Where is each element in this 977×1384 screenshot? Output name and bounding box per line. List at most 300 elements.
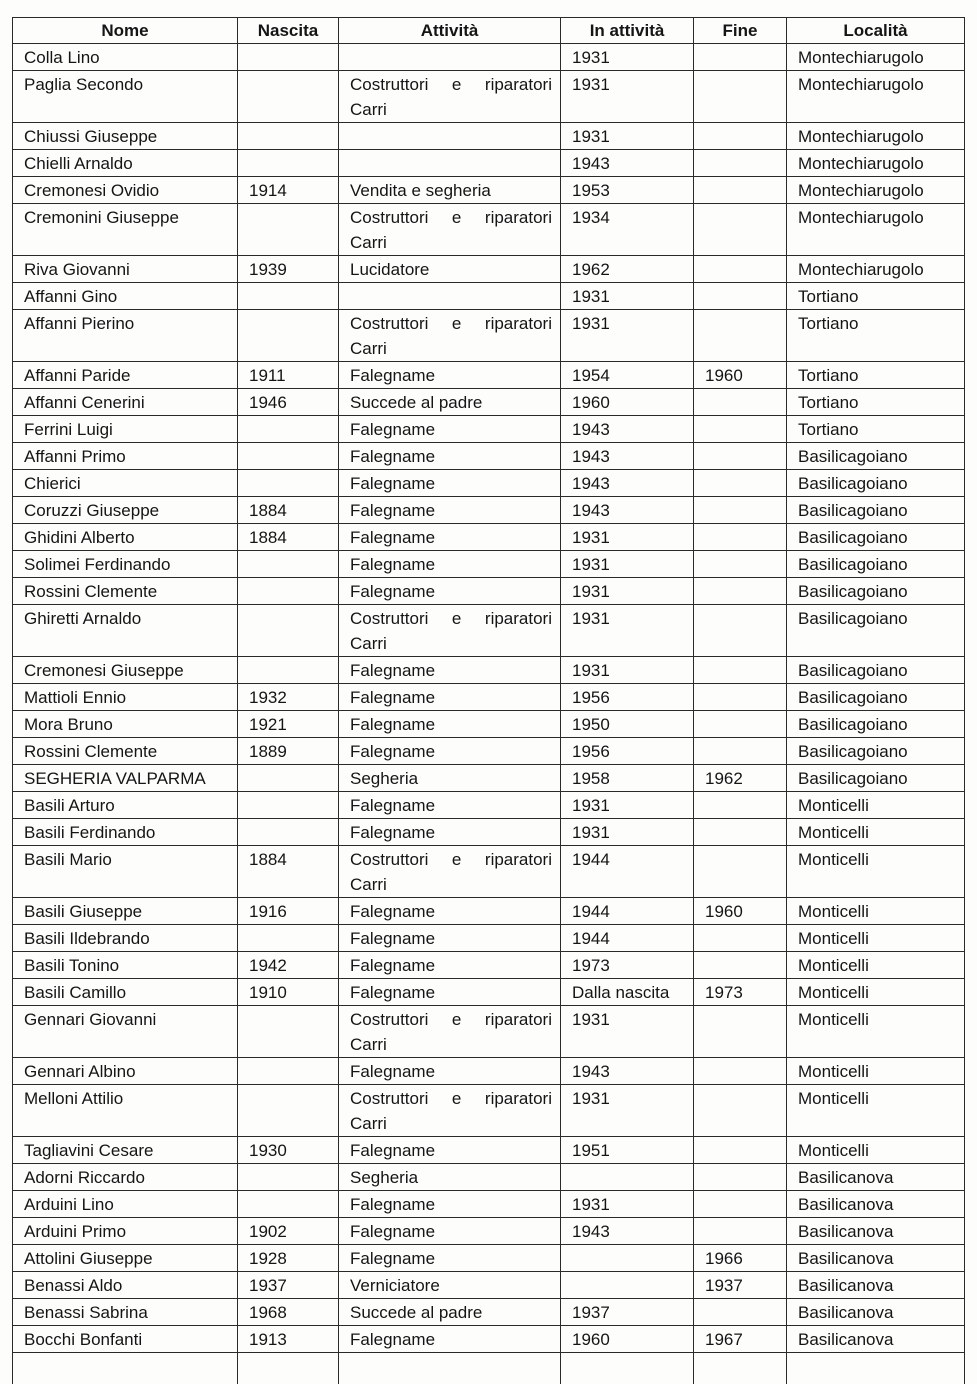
cell-nascita <box>238 765 339 792</box>
cell-nome: Bocchi Bonfanti <box>13 1326 238 1353</box>
cell-nome: Benassi Sabrina <box>13 1299 238 1326</box>
cell-fine: 1960 <box>694 362 787 389</box>
cell-attivita <box>339 44 561 71</box>
cell-nascita: 1946 <box>238 389 339 416</box>
cell-nascita <box>238 1006 339 1058</box>
cell-nascita <box>238 416 339 443</box>
table-row <box>13 1085 965 1137</box>
cell-attivita: Falegname <box>339 1218 561 1245</box>
cell-localita: Montechiarugolo <box>787 71 965 123</box>
cell-localita: Basilicagoiano <box>787 497 965 524</box>
cell-fine <box>694 416 787 443</box>
header-in-attivita: In attività <box>561 18 694 44</box>
table-row <box>13 1218 965 1245</box>
cell-nascita <box>238 792 339 819</box>
cell-attivita <box>339 283 561 310</box>
cell-in-attivita: 1943 <box>561 470 694 497</box>
cell-attivita: Verniciatore <box>339 1272 561 1299</box>
cell-localita: Monticelli <box>787 1137 965 1164</box>
cell-fine <box>694 1191 787 1218</box>
cell-nascita: 1902 <box>238 1218 339 1245</box>
cell-fine: 1967 <box>694 1326 787 1353</box>
cell-attivita: Costruttori e riparatori Carri <box>339 204 561 256</box>
cell-in-attivita: 1943 <box>561 497 694 524</box>
cell-localita: Basilicanova <box>787 1299 965 1326</box>
table-row <box>13 711 965 738</box>
cell-in-attivita: 1950 <box>561 711 694 738</box>
cell-nome: Cremonesi Ovidio <box>13 177 238 204</box>
cell-nascita: 1921 <box>238 711 339 738</box>
table-row <box>13 204 965 256</box>
cell-attivita: Lucidatore <box>339 256 561 283</box>
cell-fine <box>694 497 787 524</box>
cell-fine <box>694 150 787 177</box>
cell-nascita: 1928 <box>238 1245 339 1272</box>
cell-nascita: 1889 <box>238 738 339 765</box>
cell-nome: Attolini Giuseppe <box>13 1245 238 1272</box>
cell-nascita: 1932 <box>238 684 339 711</box>
cell-fine <box>694 283 787 310</box>
cell-attivita: Falegname <box>339 819 561 846</box>
cell-attivita: Falegname <box>339 1058 561 1085</box>
cell-fine: 1966 <box>694 1245 787 1272</box>
cell-localita: Montechiarugolo <box>787 150 965 177</box>
cell-localita: Basilicagoiano <box>787 551 965 578</box>
cell-attivita: Falegname <box>339 551 561 578</box>
cell-localita: Monticelli <box>787 1085 965 1137</box>
cell-nascita: 1916 <box>238 898 339 925</box>
cell-nome: Colla Lino <box>13 44 238 71</box>
cell-attivita: Falegname <box>339 416 561 443</box>
cell-nome: Basili Ferdinando <box>13 819 238 846</box>
table-row <box>13 1137 965 1164</box>
cell-in-attivita: 1931 <box>561 1006 694 1058</box>
table-body <box>13 44 965 1384</box>
table-row <box>13 657 965 684</box>
cell-nascita: 1930 <box>238 1137 339 1164</box>
cell-fine <box>694 44 787 71</box>
cell-in-attivita: 1943 <box>561 1218 694 1245</box>
cell-in-attivita <box>561 1164 694 1191</box>
cell-fine <box>694 470 787 497</box>
table-row <box>13 1164 965 1191</box>
cell-in-attivita: 1934 <box>561 204 694 256</box>
cell-nascita <box>238 283 339 310</box>
cell-fine <box>694 1137 787 1164</box>
cell-nome: Basili Tonino <box>13 952 238 979</box>
cell-in-attivita: 1931 <box>561 792 694 819</box>
cell-nascita: 1884 <box>238 524 339 551</box>
cell-in-attivita: 1943 <box>561 443 694 470</box>
cell-fine <box>694 177 787 204</box>
cell-in-attivita: 1944 <box>561 846 694 898</box>
table-row <box>13 765 965 792</box>
cell-attivita: Falegname <box>339 684 561 711</box>
cell-nome: Coruzzi Giuseppe <box>13 497 238 524</box>
table-row <box>13 497 965 524</box>
cell-in-attivita: 1931 <box>561 524 694 551</box>
cell-localita: Basilicagoiano <box>787 443 965 470</box>
cell-attivita: Falegname <box>339 711 561 738</box>
cell-nome: Basili Camillo <box>13 979 238 1006</box>
cell-nome: Mora Bruno <box>13 711 238 738</box>
cell-localita: Tortiano <box>787 283 965 310</box>
table-row <box>13 389 965 416</box>
cell-in-attivita: 1958 <box>561 765 694 792</box>
cell-localita: Basilicagoiano <box>787 578 965 605</box>
cell-attivita: Falegname <box>339 925 561 952</box>
cell-nome: Paglia Secondo <box>13 71 238 123</box>
cell-nome: Adorni Riccardo <box>13 1164 238 1191</box>
cell-nascita <box>238 1164 339 1191</box>
cell-nome: Arduini Primo <box>13 1218 238 1245</box>
cell-nome: Basili Giuseppe <box>13 898 238 925</box>
cell-in-attivita: 1931 <box>561 657 694 684</box>
cell-attivita: Falegname <box>339 1326 561 1353</box>
cell-in-attivita: 1937 <box>561 1299 694 1326</box>
cell-localita: Montechiarugolo <box>787 204 965 256</box>
cell-localita: Tortiano <box>787 362 965 389</box>
cell-nascita: 1939 <box>238 256 339 283</box>
cell-in-attivita: 1931 <box>561 605 694 657</box>
cell-nome: Solimei Ferdinando <box>13 551 238 578</box>
cell-localita: Basilicagoiano <box>787 657 965 684</box>
table-row <box>13 578 965 605</box>
cell-fine <box>694 389 787 416</box>
cell-attivita: Segheria <box>339 765 561 792</box>
cell-nascita <box>238 123 339 150</box>
table-row <box>13 792 965 819</box>
table-row <box>13 150 965 177</box>
cell-fine <box>694 1058 787 1085</box>
table-row <box>13 310 965 362</box>
cell-localita: Monticelli <box>787 979 965 1006</box>
cell-in-attivita: 1973 <box>561 952 694 979</box>
table-row <box>13 470 965 497</box>
cell-localita: Basilicanova <box>787 1326 965 1353</box>
artisans-table <box>12 17 965 1384</box>
cell-fine <box>694 524 787 551</box>
cell-nascita <box>238 1191 339 1218</box>
cell-fine <box>694 952 787 979</box>
cell-fine <box>694 819 787 846</box>
cell-fine: 1973 <box>694 979 787 1006</box>
cell-fine <box>694 684 787 711</box>
cell-nome: Affanni Pierino <box>13 310 238 362</box>
cell-in-attivita: 1954 <box>561 362 694 389</box>
empty-cell <box>787 1353 965 1384</box>
cell-nascita <box>238 204 339 256</box>
cell-in-attivita: 1962 <box>561 256 694 283</box>
table-row <box>13 443 965 470</box>
cell-nome: Ghidini Alberto <box>13 524 238 551</box>
cell-nascita: 1968 <box>238 1299 339 1326</box>
cell-attivita: Falegname <box>339 470 561 497</box>
cell-attivita: Falegname <box>339 952 561 979</box>
cell-localita: Monticelli <box>787 1058 965 1085</box>
cell-fine <box>694 123 787 150</box>
cell-nome: Rossini Clemente <box>13 738 238 765</box>
cell-fine <box>694 657 787 684</box>
cell-localita: Basilicagoiano <box>787 524 965 551</box>
cell-in-attivita <box>561 1245 694 1272</box>
cell-fine <box>694 256 787 283</box>
cell-nome: Gennari Giovanni <box>13 1006 238 1058</box>
cell-fine <box>694 846 787 898</box>
cell-in-attivita: 1931 <box>561 283 694 310</box>
cell-fine <box>694 578 787 605</box>
header-localita: Località <box>787 18 965 44</box>
table-row <box>13 738 965 765</box>
cell-nome: Benassi Aldo <box>13 1272 238 1299</box>
cell-nome: Chierici <box>13 470 238 497</box>
cell-nome: Ferrini Luigi <box>13 416 238 443</box>
cell-nascita <box>238 470 339 497</box>
header-attivita: Attività <box>339 18 561 44</box>
table-row <box>13 605 965 657</box>
cell-nascita <box>238 1085 339 1137</box>
cell-in-attivita: 1931 <box>561 578 694 605</box>
cell-localita: Basilicagoiano <box>787 711 965 738</box>
cell-nascita <box>238 310 339 362</box>
cell-nascita <box>238 443 339 470</box>
cell-attivita: Falegname <box>339 792 561 819</box>
cell-attivita: Succede al padre <box>339 1299 561 1326</box>
cell-localita: Basilicanova <box>787 1272 965 1299</box>
table-row <box>13 362 965 389</box>
cell-localita: Tortiano <box>787 416 965 443</box>
cell-nascita <box>238 925 339 952</box>
cell-attivita: Succede al padre <box>339 389 561 416</box>
cell-nascita <box>238 819 339 846</box>
cell-nascita <box>238 551 339 578</box>
cell-nascita: 1937 <box>238 1272 339 1299</box>
header-row <box>13 18 965 44</box>
cell-localita: Monticelli <box>787 819 965 846</box>
cell-nascita <box>238 605 339 657</box>
cell-in-attivita: 1944 <box>561 925 694 952</box>
cell-fine <box>694 204 787 256</box>
cell-in-attivita: 1943 <box>561 150 694 177</box>
cell-fine <box>694 310 787 362</box>
cell-fine: 1962 <box>694 765 787 792</box>
cell-localita: Tortiano <box>787 389 965 416</box>
cell-nascita <box>238 150 339 177</box>
cell-in-attivita: 1951 <box>561 1137 694 1164</box>
cell-attivita: Falegname <box>339 657 561 684</box>
cell-nome: Chiussi Giuseppe <box>13 123 238 150</box>
cell-in-attivita: 1931 <box>561 123 694 150</box>
header-nome: Nome <box>13 18 238 44</box>
table-row <box>13 1006 965 1058</box>
cell-in-attivita: 1956 <box>561 684 694 711</box>
cell-in-attivita: 1956 <box>561 738 694 765</box>
table-row <box>13 898 965 925</box>
table-row <box>13 846 965 898</box>
cell-fine <box>694 1164 787 1191</box>
cell-attivita: Segheria <box>339 1164 561 1191</box>
table-row <box>13 979 965 1006</box>
cell-nome: Gennari Albino <box>13 1058 238 1085</box>
cell-nome: Chielli Arnaldo <box>13 150 238 177</box>
cell-localita: Basilicanova <box>787 1164 965 1191</box>
cell-nome: Affanni Gino <box>13 283 238 310</box>
cell-fine <box>694 551 787 578</box>
cell-nascita: 1884 <box>238 497 339 524</box>
cell-in-attivita: 1931 <box>561 44 694 71</box>
cell-attivita: Costruttori e riparatori Carri <box>339 1006 561 1058</box>
cell-in-attivita: 1931 <box>561 71 694 123</box>
cell-attivita <box>339 123 561 150</box>
cell-attivita: Falegname <box>339 898 561 925</box>
cell-in-attivita: 1931 <box>561 1085 694 1137</box>
cell-localita: Monticelli <box>787 1006 965 1058</box>
cell-nascita <box>238 1058 339 1085</box>
cell-nome: Riva Giovanni <box>13 256 238 283</box>
cell-nome: Tagliavini Cesare <box>13 1137 238 1164</box>
cell-attivita: Costruttori e riparatori Carri <box>339 846 561 898</box>
empty-cell <box>238 1353 339 1384</box>
cell-in-attivita: 1931 <box>561 1191 694 1218</box>
cell-fine <box>694 1085 787 1137</box>
cell-localita: Montechiarugolo <box>787 123 965 150</box>
cell-localita: Montechiarugolo <box>787 177 965 204</box>
cell-localita: Monticelli <box>787 898 965 925</box>
cell-nome: Melloni Attilio <box>13 1085 238 1137</box>
cell-nascita: 1914 <box>238 177 339 204</box>
cell-attivita: Vendita e segheria <box>339 177 561 204</box>
cell-fine <box>694 711 787 738</box>
cell-localita: Monticelli <box>787 846 965 898</box>
cell-nascita: 1911 <box>238 362 339 389</box>
cell-nome: SEGHERIA VALPARMA <box>13 765 238 792</box>
cell-attivita: Falegname <box>339 738 561 765</box>
cell-fine <box>694 792 787 819</box>
table-header <box>13 18 965 44</box>
cell-attivita: Falegname <box>339 497 561 524</box>
table-row <box>13 1272 965 1299</box>
table-row <box>13 1299 965 1326</box>
cell-nome: Basili Arturo <box>13 792 238 819</box>
cell-in-attivita: 1960 <box>561 1326 694 1353</box>
cell-nome: Rossini Clemente <box>13 578 238 605</box>
cell-localita: Basilicagoiano <box>787 738 965 765</box>
cell-nome: Cremonesi Giuseppe <box>13 657 238 684</box>
cell-attivita <box>339 150 561 177</box>
table-row <box>13 177 965 204</box>
cell-fine <box>694 443 787 470</box>
cell-attivita: Falegname <box>339 443 561 470</box>
cell-nascita: 1942 <box>238 952 339 979</box>
cell-nome: Ghiretti Arnaldo <box>13 605 238 657</box>
cell-localita: Monticelli <box>787 952 965 979</box>
empty-cell <box>339 1353 561 1384</box>
cell-fine <box>694 925 787 952</box>
cell-nome: Affanni Cenerini <box>13 389 238 416</box>
cell-nome: Mattioli Ennio <box>13 684 238 711</box>
cell-in-attivita <box>561 1272 694 1299</box>
table-row <box>13 123 965 150</box>
cell-attivita: Costruttori e riparatori Carri <box>339 71 561 123</box>
table-row <box>13 1326 965 1353</box>
cell-localita: Basilicanova <box>787 1191 965 1218</box>
cell-attivita: Falegname <box>339 1191 561 1218</box>
cell-nome: Affanni Paride <box>13 362 238 389</box>
cell-fine: 1937 <box>694 1272 787 1299</box>
cell-in-attivita: 1943 <box>561 1058 694 1085</box>
cell-localita: Basilicanova <box>787 1218 965 1245</box>
cell-attivita: Costruttori e riparatori Carri <box>339 605 561 657</box>
table-row <box>13 551 965 578</box>
cell-fine <box>694 605 787 657</box>
cell-in-attivita: 1944 <box>561 898 694 925</box>
table-row <box>13 44 965 71</box>
cell-attivita: Falegname <box>339 362 561 389</box>
table-row <box>13 256 965 283</box>
cell-nascita <box>238 578 339 605</box>
table-row <box>13 925 965 952</box>
cell-localita: Monticelli <box>787 792 965 819</box>
cell-fine <box>694 1299 787 1326</box>
cell-attivita: Falegname <box>339 979 561 1006</box>
cell-nome: Basili Ildebrando <box>13 925 238 952</box>
cell-localita: Montechiarugolo <box>787 256 965 283</box>
cell-fine <box>694 1218 787 1245</box>
cell-in-attivita: Dalla nascita <box>561 979 694 1006</box>
cell-in-attivita: 1931 <box>561 551 694 578</box>
cell-fine: 1960 <box>694 898 787 925</box>
table-row <box>13 1191 965 1218</box>
empty-cell <box>13 1353 238 1384</box>
table-row <box>13 71 965 123</box>
table-row <box>13 1058 965 1085</box>
cell-nascita: 1913 <box>238 1326 339 1353</box>
cell-in-attivita: 1953 <box>561 177 694 204</box>
cell-attivita: Falegname <box>339 1245 561 1272</box>
cell-in-attivita: 1960 <box>561 389 694 416</box>
empty-row <box>13 1353 965 1384</box>
cell-localita: Tortiano <box>787 310 965 362</box>
cell-nascita <box>238 44 339 71</box>
cell-attivita: Falegname <box>339 1137 561 1164</box>
cell-localita: Basilicagoiano <box>787 470 965 497</box>
cell-attivita: Costruttori e riparatori Carri <box>339 310 561 362</box>
cell-fine <box>694 1006 787 1058</box>
header-nascita: Nascita <box>238 18 339 44</box>
cell-fine <box>694 71 787 123</box>
cell-localita: Monticelli <box>787 925 965 952</box>
cell-attivita: Falegname <box>339 578 561 605</box>
cell-attivita: Falegname <box>339 524 561 551</box>
cell-fine <box>694 738 787 765</box>
cell-localita: Basilicanova <box>787 1245 965 1272</box>
table-row <box>13 952 965 979</box>
cell-nome: Cremonini Giuseppe <box>13 204 238 256</box>
cell-attivita: Costruttori e riparatori Carri <box>339 1085 561 1137</box>
cell-localita: Basilicagoiano <box>787 605 965 657</box>
cell-nascita: 1910 <box>238 979 339 1006</box>
table-row <box>13 684 965 711</box>
table-row <box>13 416 965 443</box>
cell-in-attivita: 1931 <box>561 310 694 362</box>
header-fine: Fine <box>694 18 787 44</box>
cell-localita: Basilicagoiano <box>787 684 965 711</box>
cell-localita: Montechiarugolo <box>787 44 965 71</box>
cell-nome: Basili Mario <box>13 846 238 898</box>
cell-in-attivita: 1931 <box>561 819 694 846</box>
cell-nascita: 1884 <box>238 846 339 898</box>
empty-cell <box>694 1353 787 1384</box>
